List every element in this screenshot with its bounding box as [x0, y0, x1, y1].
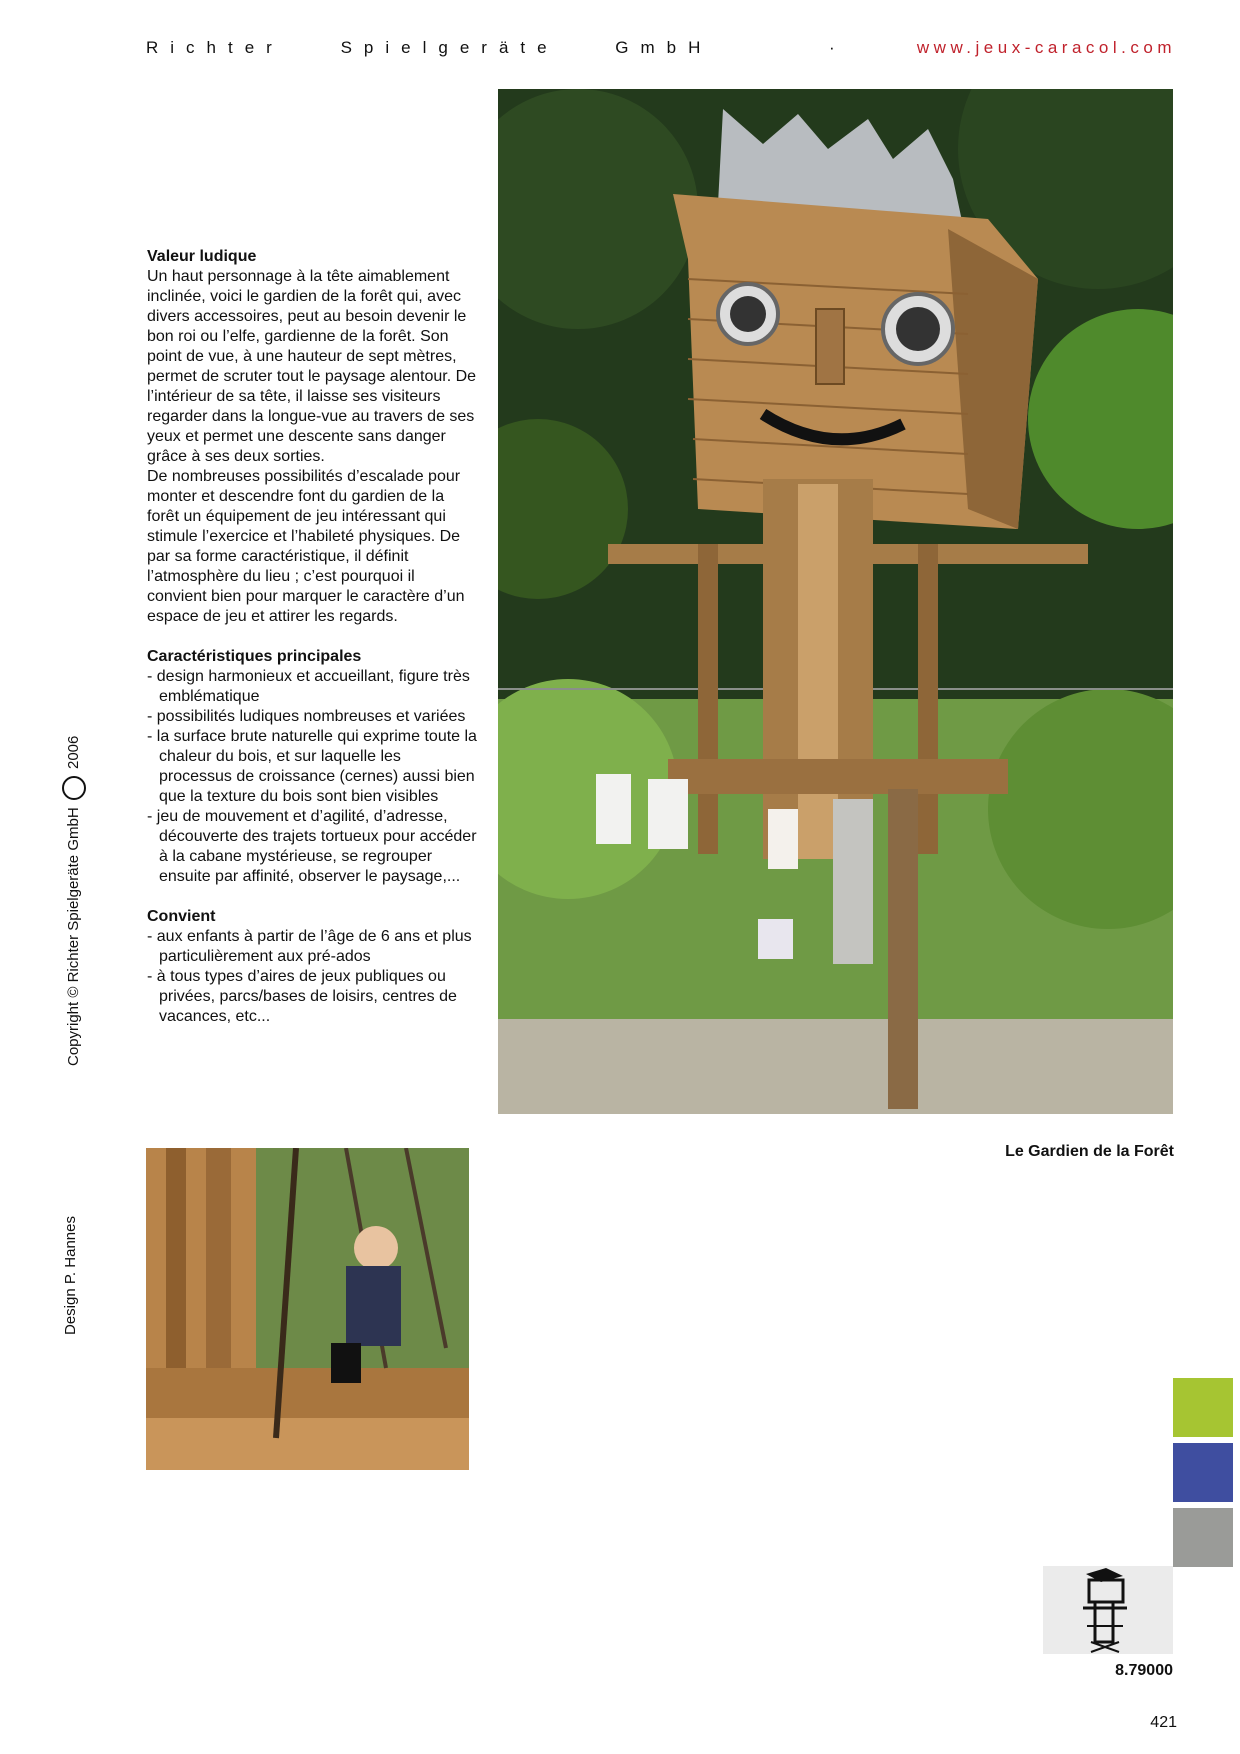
header-separator: · — [829, 38, 847, 57]
tower-sketch-icon — [1043, 1566, 1173, 1654]
page-number: 421 — [1150, 1714, 1177, 1731]
color-tab-blue — [1173, 1443, 1233, 1502]
caracteristiques-list — [147, 667, 477, 887]
color-tab-green — [1173, 1378, 1233, 1437]
list-item: - design harmonieux et accueillant, figure très emblématique — [147, 668, 470, 705]
list-item: - jeu de mouvement et d’agilité, d’adresse, découverte des trajets tortueux pour accéder à la cabane mystérieuse, se regrouper ensuite par affinité, observer le paysage,... — [147, 808, 477, 885]
copyright-year: 2006 — [64, 735, 82, 769]
list-item: - la surface brute naturelle qui exprime toute la chaleur du bois, et sur laquelle les processus de croissance (cernes) aussi bien que la texture du bois sont bien visibles — [147, 728, 477, 805]
page-header — [146, 38, 1176, 62]
company-name: Richter Spielgeräte GmbH — [146, 38, 713, 57]
product-thumbnail — [1043, 1566, 1173, 1654]
list-item: - possibilités ludiques nombreuses et variées — [147, 708, 466, 725]
company-logo-icon — [62, 776, 86, 800]
climbing-child-photo — [146, 1148, 469, 1470]
color-tab-gray — [1173, 1508, 1233, 1567]
description-column — [147, 247, 477, 1027]
main-photo-forest-guardian — [498, 89, 1173, 1114]
valeur-paragraph-2: De nombreuses possibilités d’escalade pour monter et descendre font du gardien de la forêt un équipement de jeu intéressant qui stimule l’exercice et l’habileté physiques. De par sa forme caractéristique, il définit l’atmosphère du lieu ; c’est pourquoi il convient bien pour marquer le caractère d’un espace de jeu et attirer les regards. — [147, 468, 465, 625]
valeur-paragraph-1: Un haut personnage à la tête aimablement inclinée, voici le gardien de la forêt qui, avec divers accessoires, peut au besoin devenir le bon roi ou l’elfe, gardienne de la forêt. Son point de vue, à une hauteur de sept mètres, permet de scruter tout le paysage alentour. De l’intérieur de sa tête, il laisse ses visiteurs regarder dans la longue-vue au travers de ses yeux et permet une descente sans danger grâce à ses deux sorties. — [147, 268, 477, 465]
product-number: 8.79000 — [1115, 1662, 1173, 1679]
designer-credit: Design P. Hannes — [62, 1216, 79, 1335]
photo-caption: Le Gardien de la Forêt — [1005, 1143, 1174, 1160]
list-item: - aux enfants à partir de l’âge de 6 ans et plus particulièrement aux pré-ados — [147, 928, 472, 965]
copyright-text: Copyright © Richter Spielgeräte GmbH — [64, 807, 82, 1066]
heading-convient: Convient — [147, 908, 216, 925]
convient-list — [147, 927, 477, 1027]
heading-caracteristiques: Caractéristiques principales — [147, 648, 362, 665]
heading-valeur-ludique: Valeur ludique — [147, 248, 257, 265]
list-item: - à tous types d’aires de jeux publiques ou privées, parcs/bases de loisirs, centres de vacances, etc... — [147, 968, 457, 1025]
website-link[interactable]: www.jeux-caracol.com — [916, 38, 1176, 57]
copyright-notice — [62, 736, 86, 1066]
